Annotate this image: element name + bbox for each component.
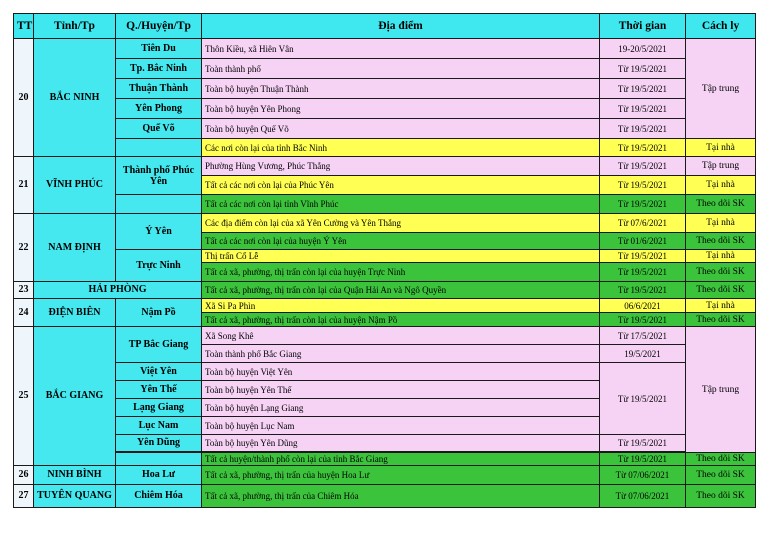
district-name: Việt Yên [116,363,202,381]
row-number: 21 [14,157,34,214]
time-text: Từ 19/5/2021 [600,157,686,176]
location-text: Các nơi còn lại của tỉnh Bắc Ninh [202,139,600,157]
row-number: 23 [14,282,34,299]
table-row [14,363,756,381]
isolation-text: Tập trung [686,327,756,453]
isolation-table [13,13,756,508]
time-text: Từ 19/5/2021 [600,59,686,79]
table-row [14,485,756,508]
table-row [14,39,756,59]
province-name: TUYÊN QUANG [34,485,116,508]
location-text: Tất cả các nơi còn lại tỉnh Vĩnh Phúc [202,195,600,214]
time-text: Từ 19/5/2021 [600,282,686,299]
row-number: 26 [14,466,34,485]
district-name: TP Bắc Giang [116,327,202,363]
location-text: Thị trấn Cổ Lễ [202,250,600,263]
row-number: 24 [14,299,34,327]
table-row [14,157,756,176]
isolation-text: Tại nhà [686,250,756,263]
location-text: Toàn bộ huyện Thuận Thành [202,79,600,99]
location-text: Phường Hùng Vương, Phúc Thắng [202,157,600,176]
isolation-text: Tại nhà [686,176,756,195]
table-row [14,466,756,485]
district-name: Hoa Lư [116,466,202,485]
header-time: Thời gian [600,14,686,39]
location-text: Xã Song Khê [202,327,600,345]
table-row [14,214,756,233]
district-name: Chiêm Hóa [116,485,202,508]
isolation-text: Theo dõi SK [686,485,756,508]
location-text: Tất cả các nơi còn lại của huyện Ý Yên [202,233,600,250]
district-name-empty [116,453,202,466]
row-number: 25 [14,327,34,466]
district-name: Lạng Giang [116,399,202,417]
isolation-text: Tại nhà [686,299,756,313]
district-name: Trực Ninh [116,250,202,282]
time-text: Từ 19/5/2021 [600,250,686,263]
isolation-text: Tại nhà [686,214,756,233]
time-text: Từ 19/5/2021 [600,313,686,327]
location-text: Toàn bộ huyện Yên Phong [202,99,600,119]
time-text: Từ 19/5/2021 [600,263,686,282]
isolation-text: Theo dõi SK [686,313,756,327]
district-name: Lục Nam [116,417,202,435]
time-text: Từ 19/5/2021 [600,363,686,435]
district-name-empty [116,195,202,214]
time-text: 19/5/2021 [600,345,686,363]
location-text: Tất cả xã, phường, thị trấn còn lại của huyện Nậm Pồ [202,313,600,327]
time-text: 19-20/5/2021 [600,39,686,59]
time-text: Từ 19/5/2021 [600,139,686,157]
location-text: Toàn bộ huyện Việt Yên [202,363,600,381]
location-text: Tất cả huyện/thành phố còn lại của tỉnh Bắc Giang [202,453,600,466]
location-text: Toàn bộ huyện Yên Dũng [202,435,600,452]
province-name: BẮC NINH [34,39,116,157]
table-row [14,299,756,313]
time-text: Từ 07/06/2021 [600,485,686,508]
district-name [116,139,202,157]
table-row [14,195,756,214]
header-province: Tỉnh/Tp [34,14,116,39]
time-text: Từ 19/5/2021 [600,176,686,195]
district-name: Yên Phong [116,99,202,119]
time-text: Từ 07/06/2021 [600,466,686,485]
location-text: Toàn bộ huyện Yên Thế [202,381,600,399]
district-name: Quế Võ [116,119,202,139]
table-row [14,99,756,119]
location-text: Tất cả xã, phường, thị trấn của huyện Hoa Lư [202,466,600,485]
isolation-text: Theo dõi SK [686,233,756,250]
table-row [14,79,756,99]
time-text: Từ 19/5/2021 [600,99,686,119]
time-text: Từ 19/5/2021 [600,119,686,139]
location-text: Toàn thành phố Bắc Giang [202,345,600,363]
row-number: 27 [14,485,34,508]
table-row [14,59,756,79]
location-text: Toàn bộ huyện Lục Nam [202,417,600,435]
time-text: 06/6/2021 [600,299,686,313]
isolation-text: Theo dõi SK [686,195,756,214]
time-text: Từ 07/6/2021 [600,214,686,233]
time-text: Từ 19/5/2021 [600,79,686,99]
location-text: Các địa điểm còn lại của xã Yên Cường và Yên Thắng [202,214,600,233]
district-name: Tiên Du [116,39,202,59]
time-text: Từ 19/5/2021 [600,195,686,214]
province-name: VĨNH PHÚC [34,157,116,214]
location-text: Toàn thành phố [202,59,600,79]
isolation-text: Theo dõi SK [686,466,756,485]
header-tt: TT [14,14,34,39]
location-text: Xã Si Pa Phìn [202,299,600,313]
table-row [14,139,756,157]
province-name: HẢI PHÒNG [34,282,202,299]
table-row [14,119,756,139]
table-row [14,327,756,345]
time-text: Từ 19/5/2021 [600,435,686,452]
isolation-text: Tập trung [686,157,756,176]
table-row [14,453,756,466]
table-row [14,435,756,452]
table-row [14,282,756,299]
table-row [14,250,756,263]
location-text: Tất cả các nơi còn lại của Phúc Yên [202,176,600,195]
province-name: NINH BÌNH [34,466,116,485]
location-text: Toàn bộ huyện Quế Võ [202,119,600,139]
location-text: Tất cả xã, phường, thị trấn còn lại của Quận Hải An và Ngô Quyền [202,282,600,299]
row-number: 20 [14,39,34,157]
header-row [14,14,756,39]
province-name: NAM ĐỊNH [34,214,116,282]
district-name: Yên Dũng [116,435,202,452]
location-text: Toàn bộ huyện Lạng Giang [202,399,600,417]
district-name: Ý Yên [116,214,202,250]
time-text: Từ 01/6/2021 [600,233,686,250]
table-wrapper [13,13,756,508]
isolation-text: Theo dõi SK [686,453,756,466]
location-text: Tất cả xã, phường, thị trấn của Chiêm Hóa [202,485,600,508]
province-name: BẮC GIANG [34,327,116,466]
row-number: 22 [14,214,34,282]
district-name: Yên Thế [116,381,202,399]
province-name: ĐIỆN BIÊN [34,299,116,327]
district-name: Thành phố Phúc Yên [116,157,202,195]
time-text: Từ 17/5/2021 [600,327,686,345]
district-name: Thuận Thành [116,79,202,99]
location-text: Thôn Kiều, xã Hiên Vân [202,39,600,59]
header-district: Q./Huyện/Tp [116,14,202,39]
district-name: Nậm Pồ [116,299,202,327]
isolation-text: Tập trung [686,39,756,139]
header-location: Địa điểm [202,14,600,39]
header-isolation: Cách ly [686,14,756,39]
isolation-text: Theo dõi SK [686,263,756,282]
isolation-text: Tại nhà [686,139,756,157]
time-text: Từ 19/5/2021 [600,453,686,466]
location-text: Tất cả xã, phường, thị trấn còn lại của huyện Trực Ninh [202,263,600,282]
district-name: Tp. Bắc Ninh [116,59,202,79]
isolation-text: Theo dõi SK [686,282,756,299]
